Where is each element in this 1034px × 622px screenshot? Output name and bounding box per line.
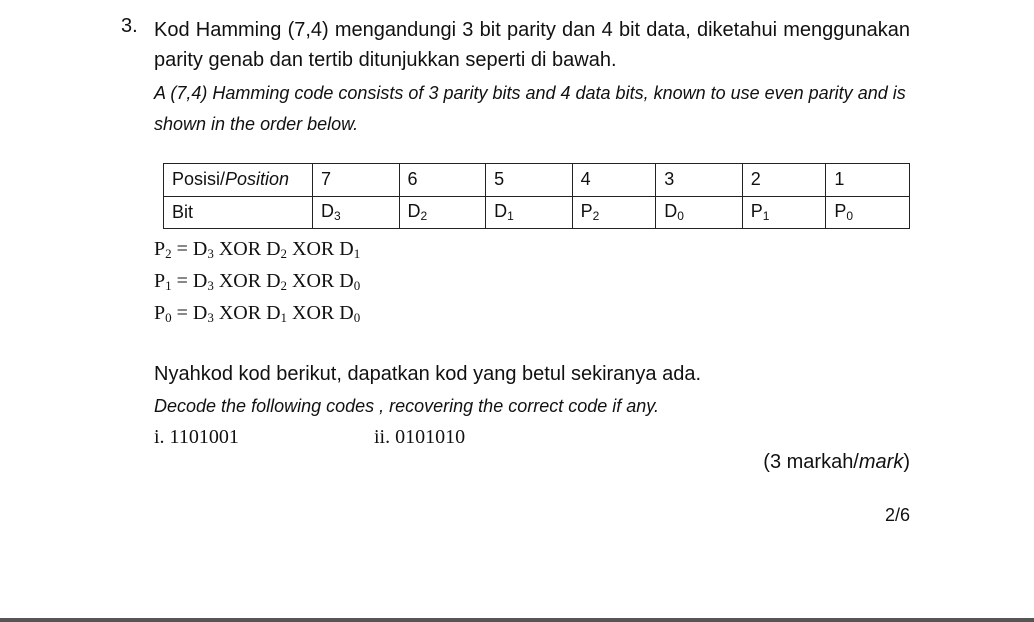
formula-symbol: D — [339, 302, 354, 324]
bit-letter: D — [664, 201, 678, 222]
formula-p0 — [154, 300, 360, 332]
formula-operator: XOR — [213, 302, 267, 324]
formula-operator: XOR — [213, 238, 267, 260]
formula-operator: XOR — [287, 270, 340, 292]
code-i: i. 1101001 — [154, 426, 239, 448]
parity-formulas — [154, 236, 360, 332]
marks-word-english: mark — [858, 451, 904, 473]
bit-subscript: 1 — [762, 209, 770, 224]
bit-cell — [656, 196, 743, 229]
formula-subscript: 2 — [280, 278, 288, 293]
position-cell: 7 — [313, 164, 400, 197]
formula-subscript: 3 — [207, 246, 214, 261]
marks-close: ) — [903, 451, 910, 473]
bit-cell — [742, 196, 826, 229]
formula-symbol: P — [154, 270, 166, 292]
bit-letter: D — [321, 201, 334, 222]
bit-subscript: 0 — [677, 209, 684, 224]
bit-cell — [313, 196, 400, 229]
formula-symbol: D — [339, 238, 354, 260]
bit-cell — [399, 196, 486, 229]
bit-row — [164, 196, 910, 229]
formula-p2 — [154, 236, 360, 268]
formula-symbol: D — [192, 270, 208, 292]
bottom-divider — [0, 618, 1034, 622]
formula-equals: = — [171, 238, 193, 260]
marks-label — [763, 451, 910, 474]
code-ii: ii. 0101010 — [374, 426, 466, 448]
formula-operator: XOR — [213, 270, 267, 292]
formula-symbol: D — [192, 238, 208, 260]
formula-symbol: D — [266, 302, 281, 324]
formula-subscript: 0 — [353, 310, 361, 325]
question-text-english: A (7,4) Hamming code consists of 3 parity bits and 4 data bits, known to use even parity and is shown in the order below. — [154, 83, 906, 134]
formula-subscript: 2 — [165, 246, 172, 261]
position-cell: 1 — [826, 164, 910, 197]
formula-equals: = — [171, 270, 193, 292]
formula-operator: XOR — [287, 238, 340, 260]
formula-equals: = — [171, 302, 193, 324]
bit-letter: P — [580, 201, 593, 222]
bit-subscript: 0 — [846, 209, 854, 224]
formula-p1 — [154, 268, 360, 300]
question-text-malay: Kod Hamming (7,4) mengandungi 3 bit parity dan 4 bit data, diketahui menggunakan parity genab dan tertib ditunjukkan seperti di bawah. — [154, 19, 910, 71]
task-text-english: Decode the following codes , recovering the correct code if any. — [154, 396, 659, 416]
formula-subscript: 1 — [353, 246, 361, 261]
position-row — [164, 164, 910, 197]
position-cell: 3 — [656, 164, 743, 197]
position-label-english: Position — [225, 169, 290, 190]
position-cell: 2 — [742, 164, 826, 197]
position-cell: 6 — [399, 164, 486, 197]
formula-subscript: 0 — [165, 310, 172, 325]
formula-subscript: 3 — [207, 278, 214, 293]
question-number: 3. — [121, 15, 138, 37]
bit-subscript: 1 — [507, 209, 514, 224]
bit-letter: D — [494, 201, 508, 222]
task-text-malay: Nyahkod kod berikut, dapatkan kod yang betul sekiranya ada. — [154, 363, 702, 385]
bit-letter: D — [407, 201, 421, 222]
marks-open: (3 markah/ — [763, 451, 859, 473]
formula-subscript: 3 — [207, 310, 214, 325]
bit-header-cell: Bit — [164, 196, 313, 229]
hamming-position-table — [163, 163, 910, 229]
bit-cell — [572, 196, 656, 229]
bit-subscript: 2 — [592, 209, 600, 224]
formula-subscript: 2 — [280, 246, 288, 261]
formula-symbol: P — [154, 238, 166, 260]
position-label-malay: Posisi/ — [172, 169, 226, 190]
formula-subscript: 1 — [165, 278, 172, 293]
bit-cell — [486, 196, 573, 229]
formula-subscript: 0 — [353, 278, 361, 293]
formula-symbol: D — [192, 302, 208, 324]
formula-subscript: 1 — [280, 310, 288, 325]
position-header-cell — [164, 164, 313, 197]
formula-symbol: D — [339, 270, 354, 292]
bit-letter: P — [834, 201, 847, 222]
bit-subscript: 3 — [334, 209, 341, 224]
formula-symbol: D — [266, 238, 281, 260]
formula-symbol: P — [154, 302, 166, 324]
page-number: 2/6 — [884, 505, 910, 525]
position-cell: 4 — [572, 164, 656, 197]
formula-operator: XOR — [287, 302, 340, 324]
bit-letter: P — [750, 201, 763, 222]
position-cell: 5 — [486, 164, 573, 197]
bit-subscript: 2 — [420, 209, 428, 224]
formula-symbol: D — [266, 270, 281, 292]
bit-cell — [826, 196, 910, 229]
